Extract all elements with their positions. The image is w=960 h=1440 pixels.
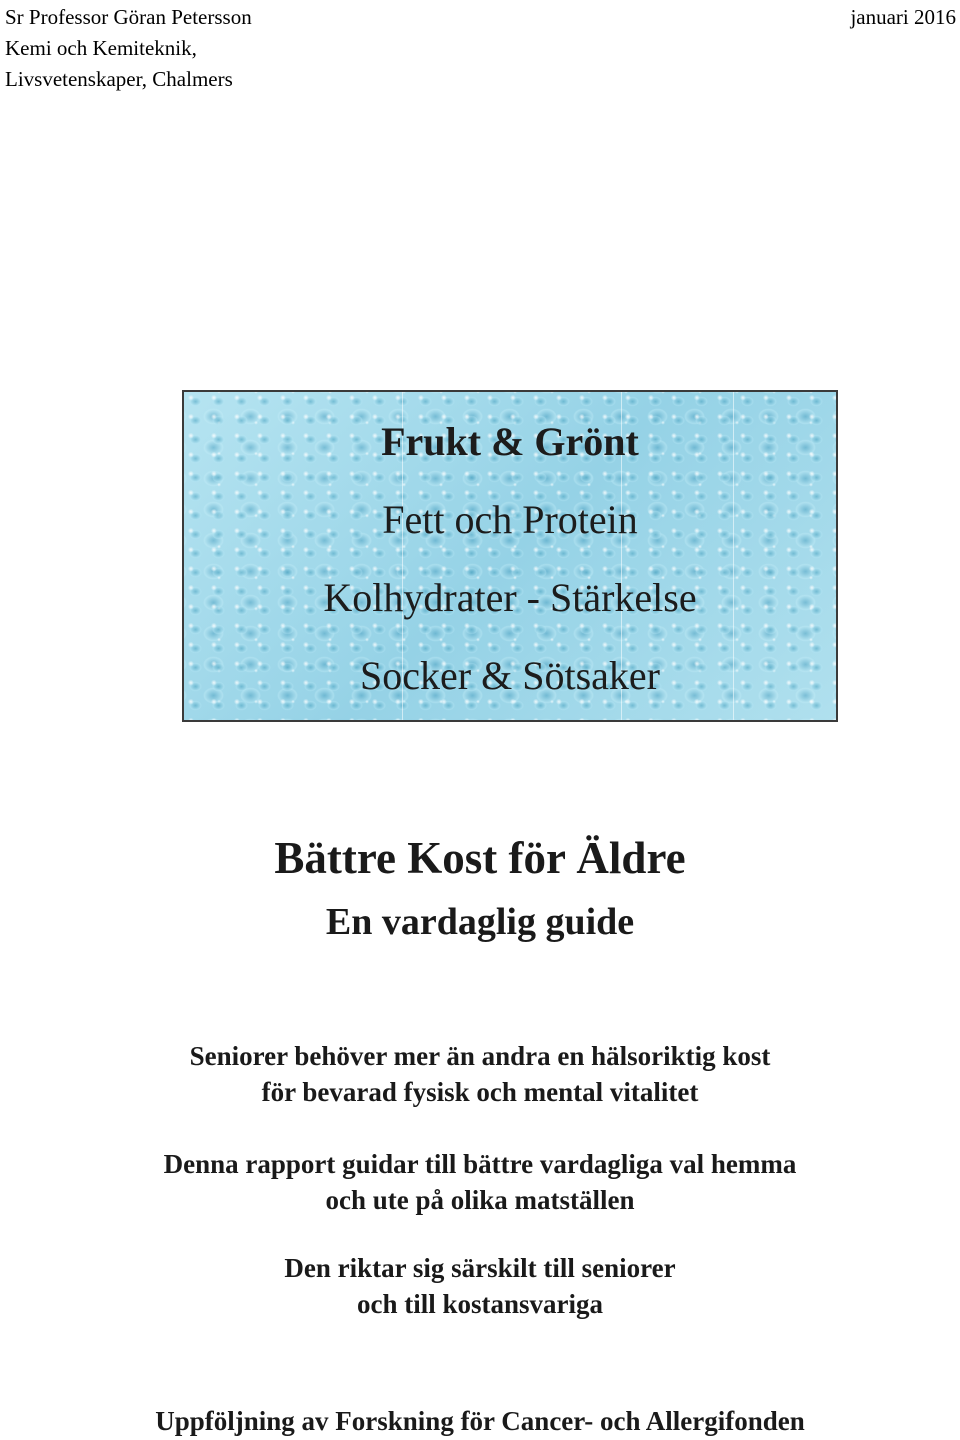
intro-paragraph	[0, 1038, 960, 1110]
food-group-carbohydrates: Kolhydrater - Stärkelse	[323, 575, 697, 620]
paragraph-line: och ute på olika matställen	[325, 1185, 635, 1215]
footer-funding: Uppföljning av Forskning för Cancer- och Allergifonden	[155, 1406, 805, 1436]
author-name: Sr Professor Göran Petersson	[5, 5, 252, 29]
paragraph-line: Seniorer behöver mer än andra en hälsoriktig kost	[189, 1041, 771, 1071]
food-group-sugar: Socker & Sötsaker	[360, 653, 660, 698]
document-subtitle: En vardaglig guide	[325, 901, 635, 943]
paragraph-line: och till kostansvariga	[356, 1289, 604, 1319]
document-title: Bättre Kost för Äldre	[274, 833, 686, 883]
paragraph-line: Den riktar sig särskilt till seniorer	[284, 1253, 676, 1283]
food-group-fruit: Frukt & Grönt	[381, 419, 639, 464]
purpose-paragraph	[0, 1146, 960, 1218]
audience-paragraph	[0, 1250, 960, 1322]
author-affiliation: Livsvetenskaper, Chalmers	[5, 67, 233, 91]
author-block	[5, 2, 252, 95]
paragraph-line: för bevarad fysisk och mental vitalitet	[261, 1077, 699, 1107]
food-group-fat-protein: Fett och Protein	[382, 497, 638, 542]
author-department: Kemi och Kemiteknik,	[5, 36, 197, 60]
paragraph-line: Denna rapport guidar till bättre vardagliga val hemma	[163, 1149, 797, 1179]
food-groups-box	[182, 390, 838, 722]
document-date: januari 2016	[850, 5, 956, 29]
